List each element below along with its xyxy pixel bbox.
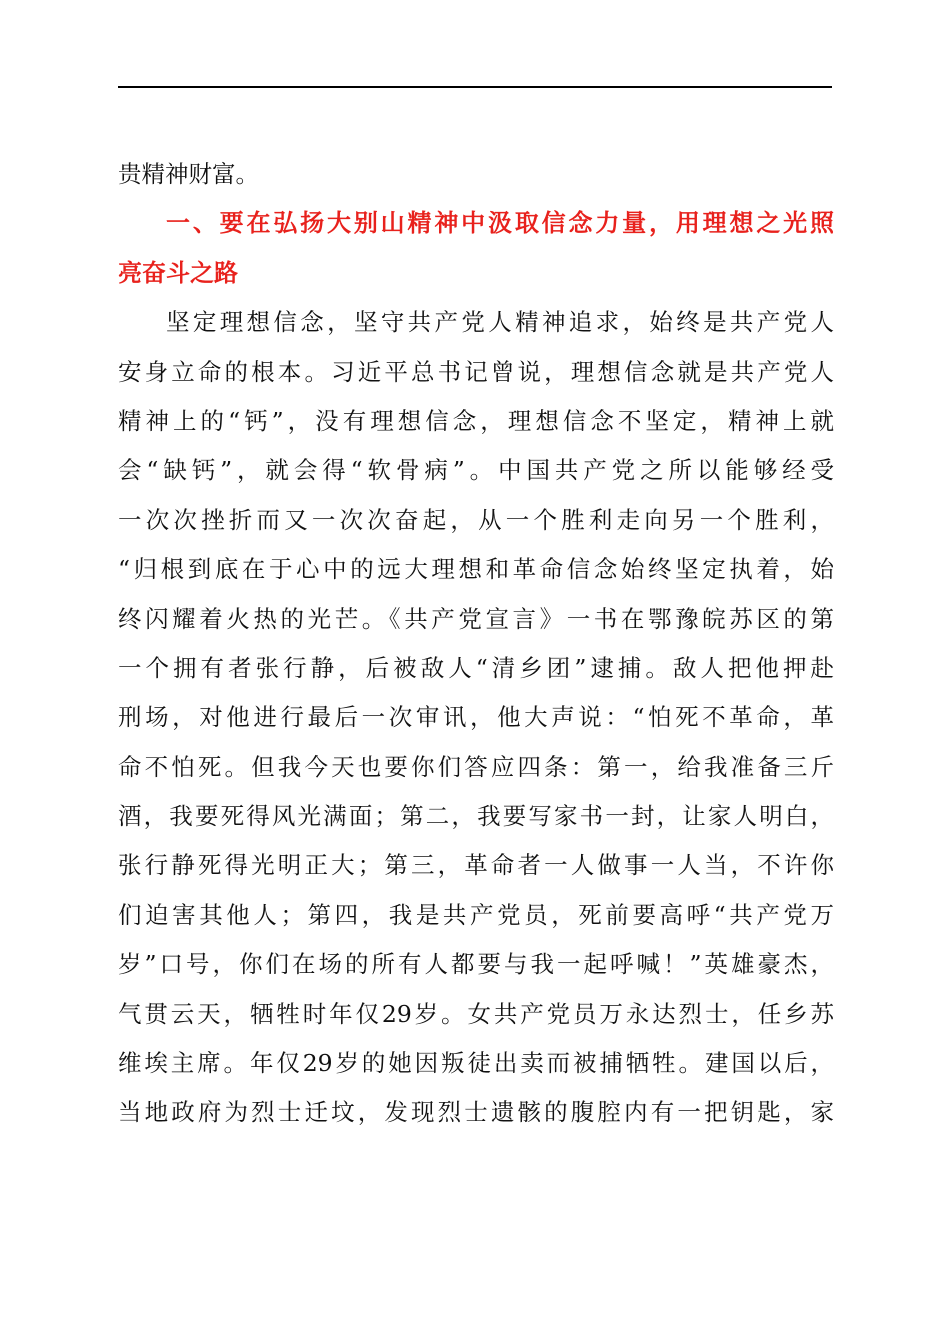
paragraph-line: 会“缺钙”，就会得“软骨病”。中国共产党之所以能够经受 [118, 456, 834, 485]
paragraph-line: 们迫害其他人；第四，我是共产党员，死前要高呼“共产党万 [118, 900, 834, 929]
paragraph-line: 一次次挫折而又一次次奋起，从一个胜利走向另一个胜利， [118, 505, 834, 534]
section-heading-line-2: 亮奋斗之路 [118, 258, 238, 287]
paragraph-line: 酒，我要死得风光满面；第二，我要写家书一封，让家人明白， [118, 802, 834, 831]
paragraph-continuation: 贵精神财富。 [118, 160, 259, 188]
document-body [118, 150, 834, 1138]
section-heading-line-1: 一、要在弘扬大别山精神中汲取信念力量，用理想之光照 [166, 209, 834, 238]
paragraph-line: 张行静死得光明正大；第三，革命者一人做事一人当，不许你 [118, 851, 834, 880]
paragraph-line: 命不怕死。但我今天也要你们答应四条：第一，给我准备三斤 [118, 752, 834, 781]
paragraph-line: 安身立命的根本。习近平总书记曾说，理想信念就是共产党人 [118, 357, 834, 386]
paragraph-line: 坚定理想信念，坚守共产党人精神追求，始终是共产党人 [166, 308, 834, 337]
paragraph-line: 气贯云天，牺牲时年仅29岁。女共产党员万永达烈士，任乡苏 [118, 999, 834, 1028]
section-heading [118, 199, 834, 298]
paragraph-line: 岁”口号，你们在场的所有人都要与我一起呼喊！”英雄豪杰， [118, 950, 834, 979]
body-paragraph [118, 298, 834, 1138]
paragraph-line: 精神上的“钙”，没有理想信念，理想信念不坚定，精神上就 [118, 406, 834, 435]
paragraph-line: “归根到底在于心中的远大理想和革命信念始终坚定执着，始 [118, 555, 834, 584]
paragraph-line: 一个拥有者张行静，后被敌人“清乡团”逮捕。敌人把他押赴 [118, 653, 834, 682]
paragraph-line: 当地政府为烈士迁坟，发现烈士遗骸的腹腔内有一把钥匙，家 [118, 1098, 834, 1127]
paragraph-line: 刑场，对他进行最后一次审讯，他大声说：“怕死不革命，革 [118, 703, 834, 732]
paragraph-line: 终闪耀着火热的光芒。《共产党宣言》一书在鄂豫皖苏区的第 [118, 604, 834, 633]
paragraph-line: 维埃主席。年仅29岁的她因叛徒出卖而被捕牺牲。建国以后， [118, 1049, 834, 1078]
header-rule [118, 86, 832, 88]
